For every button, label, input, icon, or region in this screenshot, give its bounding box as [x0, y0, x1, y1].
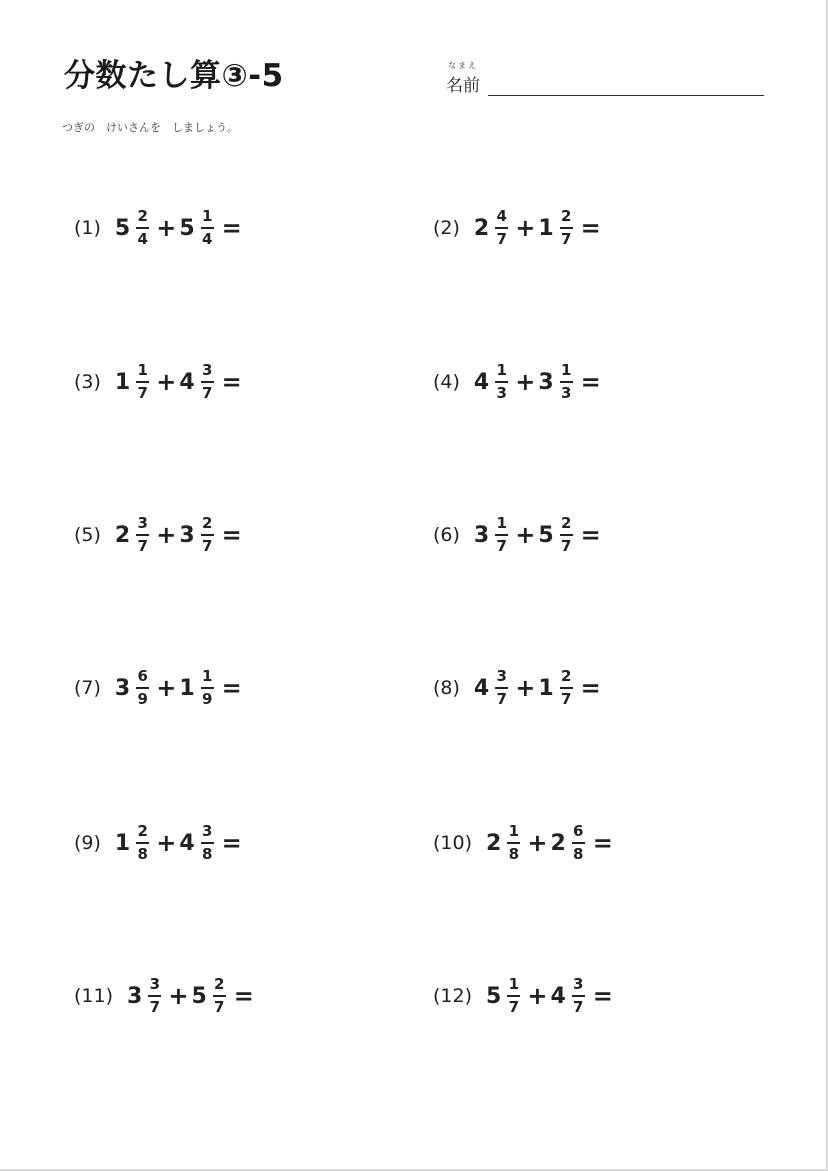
- equals-sign: =: [221, 674, 242, 702]
- equals-sign: =: [221, 521, 242, 549]
- denominator: 7: [496, 690, 507, 708]
- denominator: 7: [214, 998, 225, 1016]
- denominator: 8: [137, 845, 148, 863]
- numerator: 1: [496, 361, 507, 379]
- numerator: 2: [560, 207, 572, 225]
- fraction: [136, 824, 149, 862]
- denominator: 7: [201, 537, 213, 555]
- fraction: [201, 824, 214, 862]
- problem-item: [74, 821, 242, 865]
- denominator: 7: [496, 537, 507, 555]
- fraction: [213, 977, 226, 1015]
- problem-number: (2): [433, 217, 460, 239]
- whole-number: 2: [114, 522, 131, 548]
- numerator: 2: [137, 207, 148, 225]
- plus-sign: +: [515, 368, 536, 396]
- fraction: [507, 977, 520, 1015]
- denominator: 4: [201, 230, 213, 248]
- numerator: 3: [573, 975, 584, 993]
- fraction: [495, 669, 508, 707]
- whole-number: 5: [191, 983, 207, 1009]
- plus-sign: +: [527, 982, 548, 1010]
- name-field: [446, 60, 766, 100]
- problem-item: [74, 666, 242, 710]
- problem-item: [433, 206, 601, 250]
- whole-number: 3: [179, 522, 195, 548]
- equals-sign: =: [592, 982, 613, 1010]
- name-ruby: なまえ: [448, 61, 478, 70]
- whole-number: 1: [179, 675, 195, 701]
- problem-number: (9): [74, 832, 101, 854]
- problem-number: (4): [433, 371, 460, 393]
- denominator: 7: [137, 384, 148, 402]
- whole-number: 4: [473, 369, 490, 395]
- denominator: 7: [560, 690, 572, 708]
- denominator: 4: [137, 230, 148, 248]
- numerator: 2: [137, 822, 148, 840]
- whole-number: 5: [538, 522, 554, 548]
- denominator: 7: [573, 998, 584, 1016]
- equals-sign: =: [580, 521, 601, 549]
- whole-number: 5: [114, 215, 131, 241]
- whole-number: 1: [114, 830, 131, 856]
- problem-item: [74, 206, 242, 250]
- denominator: 7: [149, 998, 161, 1016]
- name-write-line: [488, 95, 764, 96]
- plus-sign: +: [156, 521, 177, 549]
- numerator: 1: [201, 207, 213, 225]
- problem-number: (10): [433, 832, 473, 854]
- problem-number: (6): [433, 524, 460, 546]
- numerator: 1: [560, 361, 572, 379]
- problem-number: (11): [74, 985, 114, 1007]
- whole-number: 2: [486, 830, 502, 856]
- whole-number: 4: [473, 675, 490, 701]
- numerator: 4: [496, 207, 507, 225]
- denominator: 7: [508, 998, 520, 1016]
- instruction-text: つぎの けいさんを しましょう。: [62, 121, 238, 134]
- numerator: 2: [214, 975, 225, 993]
- fraction: [201, 209, 214, 247]
- numerator: 1: [201, 667, 213, 685]
- fraction: [201, 516, 214, 554]
- numerator: 1: [496, 514, 507, 532]
- numerator: 6: [573, 822, 584, 840]
- fraction: [572, 824, 585, 862]
- equals-sign: =: [221, 368, 242, 396]
- fraction: [136, 209, 149, 247]
- numerator: 3: [496, 667, 507, 685]
- page-title: 分数たし算③-5: [64, 58, 284, 94]
- denominator: 9: [201, 690, 213, 708]
- whole-number: 4: [550, 983, 566, 1009]
- numerator: 1: [137, 361, 148, 379]
- problem-item: [433, 974, 613, 1018]
- plus-sign: +: [515, 521, 536, 549]
- plus-sign: +: [156, 368, 177, 396]
- equals-sign: =: [221, 829, 242, 857]
- fraction: [560, 516, 573, 554]
- problem-number: (1): [74, 217, 101, 239]
- whole-number: 3: [114, 675, 131, 701]
- whole-number: 2: [550, 830, 566, 856]
- plus-sign: +: [156, 829, 177, 857]
- numerator: 3: [137, 514, 148, 532]
- fraction: [495, 209, 508, 247]
- fraction: [136, 669, 149, 707]
- whole-number: 5: [179, 215, 195, 241]
- numerator: 3: [149, 975, 161, 993]
- equals-sign: =: [580, 674, 601, 702]
- fraction: [201, 669, 214, 707]
- denominator: 8: [508, 845, 520, 863]
- problem-item: [433, 513, 601, 557]
- equals-sign: =: [233, 982, 254, 1010]
- equals-sign: =: [221, 214, 242, 242]
- fraction: [136, 363, 149, 401]
- numerator: 2: [560, 514, 572, 532]
- numerator: 3: [201, 361, 213, 379]
- numerator: 6: [137, 667, 148, 685]
- problem-number: (8): [433, 677, 460, 699]
- denominator: 7: [137, 537, 148, 555]
- equals-sign: =: [580, 214, 601, 242]
- fraction: [148, 977, 161, 1015]
- fraction: [201, 363, 214, 401]
- problem-item: [433, 360, 601, 404]
- problem-item: [433, 821, 613, 865]
- problem-number: (5): [74, 524, 101, 546]
- denominator: 9: [137, 690, 148, 708]
- denominator: 7: [560, 537, 572, 555]
- whole-number: 1: [114, 369, 131, 395]
- denominator: 3: [560, 384, 572, 402]
- numerator: 2: [560, 667, 572, 685]
- fraction: [495, 516, 508, 554]
- plus-sign: +: [168, 982, 189, 1010]
- plus-sign: +: [515, 674, 536, 702]
- plus-sign: +: [527, 829, 548, 857]
- whole-number: 4: [179, 830, 195, 856]
- whole-number: 1: [538, 215, 554, 241]
- numerator: 3: [201, 822, 213, 840]
- plus-sign: +: [515, 214, 536, 242]
- denominator: 7: [496, 230, 507, 248]
- denominator: 8: [573, 845, 584, 863]
- fraction: [136, 516, 149, 554]
- plus-sign: +: [156, 674, 177, 702]
- problem-number: (12): [433, 985, 473, 1007]
- plus-sign: +: [156, 214, 177, 242]
- equals-sign: =: [580, 368, 601, 396]
- fraction: [572, 977, 585, 1015]
- problem-item: [433, 666, 601, 710]
- denominator: 8: [201, 845, 213, 863]
- fraction: [560, 209, 573, 247]
- fraction: [560, 363, 573, 401]
- fraction: [507, 824, 520, 862]
- numerator: 2: [201, 514, 213, 532]
- whole-number: 3: [538, 369, 554, 395]
- fraction: [495, 363, 508, 401]
- denominator: 3: [496, 384, 507, 402]
- whole-number: 5: [486, 983, 502, 1009]
- problem-item: [74, 360, 242, 404]
- fraction: [560, 669, 573, 707]
- numerator: 1: [508, 975, 520, 993]
- denominator: 7: [201, 384, 213, 402]
- problem-item: [74, 974, 254, 1018]
- whole-number: 3: [473, 522, 490, 548]
- whole-number: 2: [473, 215, 490, 241]
- problem-item: [74, 513, 242, 557]
- numerator: 1: [508, 822, 520, 840]
- whole-number: 1: [538, 675, 554, 701]
- problem-number: (3): [74, 371, 101, 393]
- problem-number: (7): [74, 677, 101, 699]
- whole-number: 3: [127, 983, 143, 1009]
- whole-number: 4: [179, 369, 195, 395]
- equals-sign: =: [592, 829, 613, 857]
- denominator: 7: [560, 230, 572, 248]
- name-label: 名前: [446, 76, 480, 96]
